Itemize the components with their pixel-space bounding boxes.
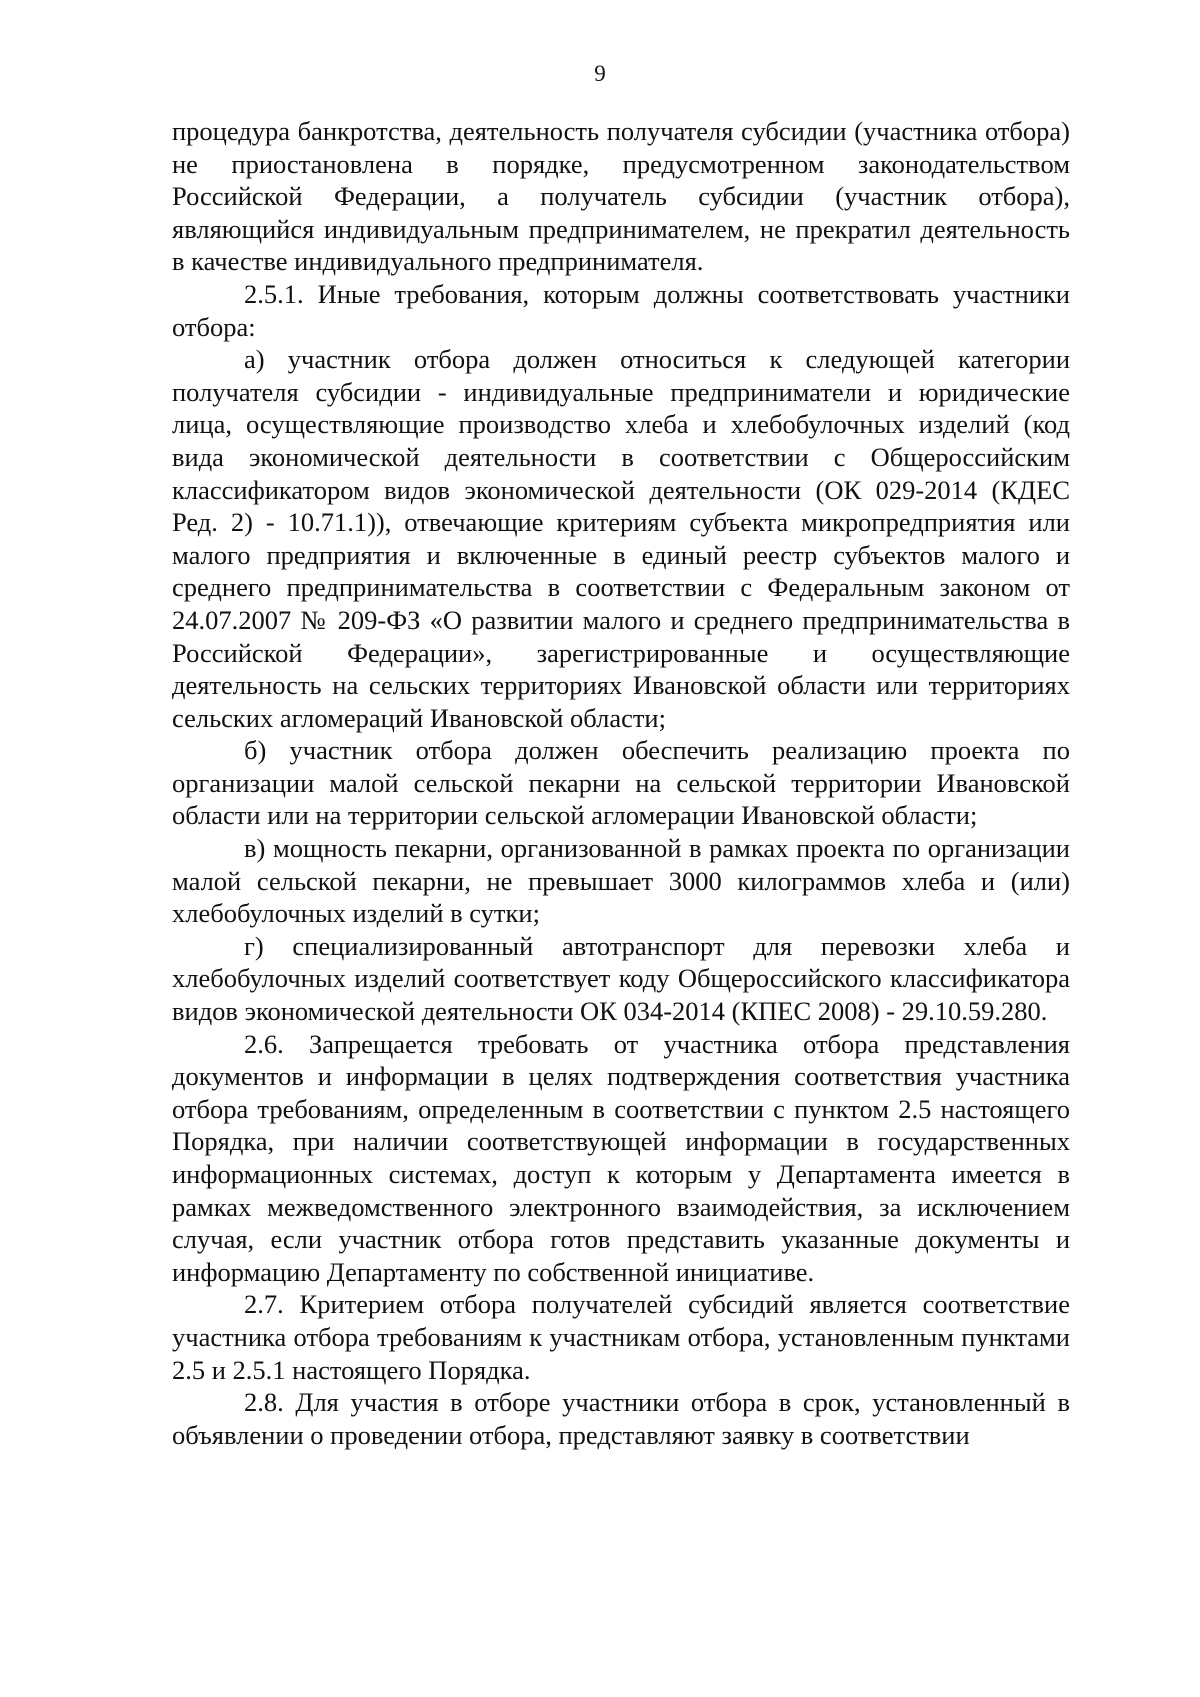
page-number: 9 (594, 61, 606, 86)
document-body (172, 115, 1070, 1451)
paragraph-item-a: а) участник отбора должен относиться к следующей категории получателя субсидии - индивидуальные предприниматели и юридические лица, осуществляющие производство хлеба и хлебобулочных изделий (код вида экономической деятельности в соответствии с Общероссийским классификатором видов экономической деятельности (ОК 029-2014 (КДЕС Ред. 2) - 10.71.1)), отвечающие критериям субъекта микропредприятия или малого предприятия и включенные в единый реестр субъектов малого и среднего предпринимательства в соответствии с Федеральным законом от 24.07.2007 № 209-ФЗ «О развитии малого и среднего предпринимательства в Российской Федерации», зарегистрированные и осуществляющие деятельность на сельских территориях Ивановской области или территориях сельских агломераций Ивановской области; (172, 344, 1070, 733)
paragraph-2-7: 2.7. Критерием отбора получателей субсидий является соответствие участника отбора требованиям к участникам отбора, установленным пунктами 2.5 и 2.5.1 настоящего Порядка. (172, 1289, 1070, 1385)
paragraph-2-6: 2.6. Запрещается требовать от участника отбора представления документов и информации в целях подтверждения соответствия участника отбора требованиям, определенным в соответствии с пунктом 2.5 настоящего Порядка, при наличии соответствующей информации в государственных информационных системах, доступ к которым у Департамента имеется в рамках межведомственного электронного взаимодействия, за исключением случая, если участник отбора готов представить указанные документы и информацию Департаменту по собственной инициативе. (172, 1028, 1070, 1287)
paragraph-2-8: 2.8. Для участия в отборе участники отбора в срок, установленный в объявлении о проведении отбора, представляют заявку в соответствии (172, 1387, 1070, 1450)
paragraph-item-g: г) специализированный автотранспорт для перевозки хлеба и хлебобулочных изделий соответствует коду Общероссийского классификатора видов экономической деятельности ОК 034-2014 (КПЕС 2008) - 29.10.59.280. (172, 930, 1070, 1027)
paragraph-2-5-1: 2.5.1. Иные требования, которым должны соответствовать участники отбора: (172, 278, 1070, 342)
paragraph-item-v: в) мощность пекарни, организованной в рамках проекта по организации малой сельской пекарни, не превышает 3000 килограммов хлеба и (или) хлебобулочных изделий в сутки; (172, 833, 1070, 929)
paragraph-bankruptcy-continuation: процедура банкротства, деятельность получателя субсидии (участника отбора) не приостановлена в порядке, предусмотренном законодательством Российской Федерации, а получатель субсидии (участник отбора), являющийся индивидуальным предпринимателем, не прекратил деятельность в качестве индивидуального предпринимателя. (172, 116, 1070, 277)
paragraph-item-b: б) участник отбора должен обеспечить реализацию проекта по организации малой сельской пекарни на сельской территории Ивановской области или на территории сельской агломерации Ивановской области; (172, 735, 1070, 831)
